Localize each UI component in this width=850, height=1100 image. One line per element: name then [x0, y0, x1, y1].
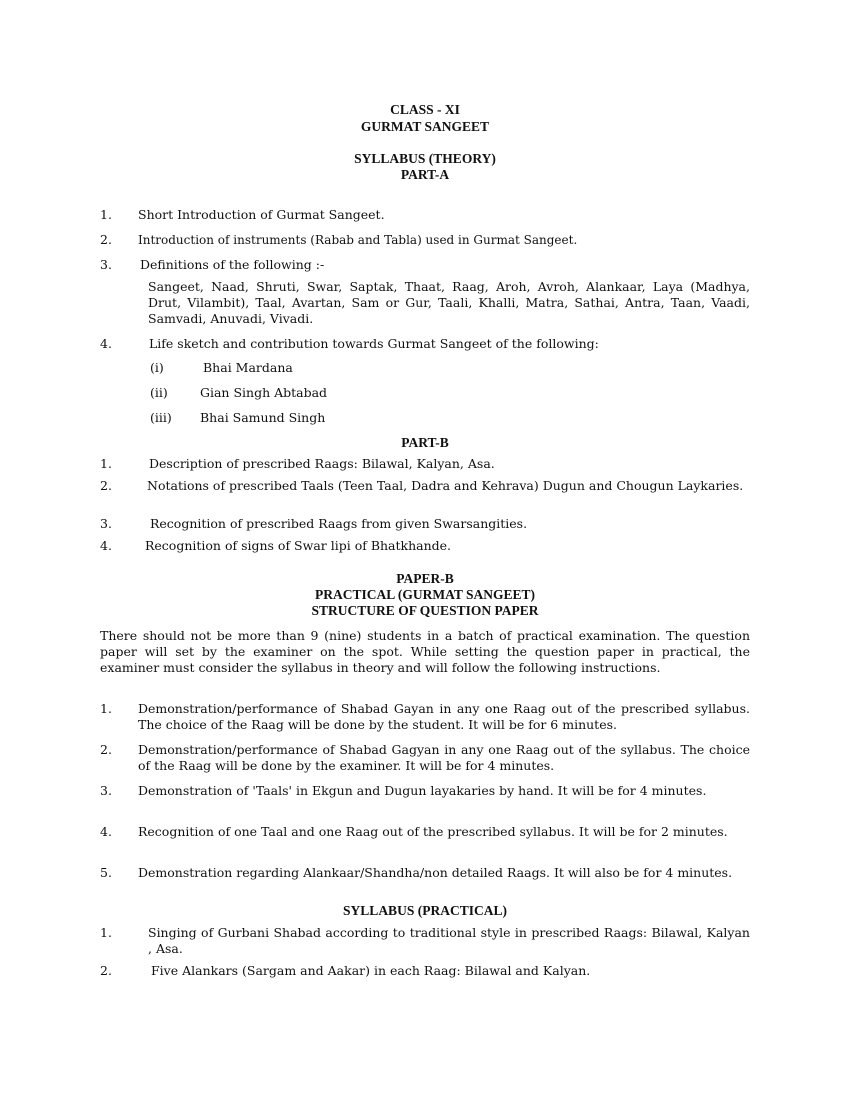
- item-text: Recognition of one Taal and one Raag out of the prescribed syllabus. It will be for 2 minutes.: [138, 824, 728, 839]
- syllabus-theory-heading: SYLLABUS (THEORY): [354, 151, 496, 166]
- item-text: Description of prescribed Raags: Bilawal, Kalyan, Asa.: [149, 456, 495, 471]
- item-number: (ii): [150, 385, 168, 400]
- item-text: Short Introduction of Gurmat Sangeet.: [138, 207, 385, 222]
- item-text: Introduction of instruments (Rabab and Tabla) used in Gurmat Sangeet.: [138, 233, 578, 247]
- item-number: 2.: [100, 478, 112, 493]
- item-number: (iii): [150, 410, 172, 425]
- item-number: 3.: [100, 257, 112, 272]
- item-number: 4.: [100, 336, 112, 351]
- item-number: 2.: [100, 742, 112, 757]
- item-number: 1.: [100, 456, 112, 471]
- item-number: 2.: [100, 963, 112, 978]
- paper-b-intro: There should not be more than 9 (nine) students in a batch of practical examination. The question paper will set by the examiner on the spot. While setting the question paper in practical, the examiner must consider the syllabus in theory and will follow the following instructions.: [100, 628, 750, 675]
- item-number: 1.: [100, 207, 112, 222]
- paper-b-heading: PAPER-B: [396, 571, 454, 586]
- musician-name: Bhai Samund Singh: [200, 410, 326, 425]
- item-number: 4.: [100, 824, 112, 839]
- class-heading: CLASS - XI: [390, 102, 460, 117]
- item-text: Demonstration of 'Taals' in Ekgun and Dugun layakaries by hand. It will be for 4 minutes.: [138, 783, 707, 798]
- syllabus-practical-heading: SYLLABUS (PRACTICAL): [343, 903, 507, 918]
- item-text: Recognition of prescribed Raags from given Swarsangities.: [150, 516, 528, 531]
- item-text: Demonstration regarding Alankaar/Shandha/non detailed Raags. It will also be for 4 minutes.: [138, 865, 733, 880]
- item-text: Recognition of signs of Swar lipi of Bhatkhande.: [145, 538, 452, 553]
- item-text: Five Alankars (Sargam and Aakar) in each Raag: Bilawal and Kalyan.: [151, 963, 591, 978]
- item-number: (i): [150, 360, 164, 375]
- item-number: 4.: [100, 538, 112, 553]
- item-text: Life sketch and contribution towards Gurmat Sangeet of the following:: [149, 336, 599, 351]
- item-text: Demonstration/performance of Shabad Gayan in any one Raag out of the prescribed syllabus. The choice of the Raag will be done by the student. It will be for 6 minutes.: [138, 701, 750, 732]
- structure-heading: STRUCTURE OF QUESTION PAPER: [311, 603, 539, 618]
- item-text: Singing of Gurbani Shabad according to traditional style in prescribed Raags: Bilawal, Kalyan , Asa.: [148, 925, 750, 956]
- item-number: 3.: [100, 516, 112, 531]
- item-number: 3.: [100, 783, 112, 798]
- musician-name: Bhai Mardana: [203, 360, 293, 375]
- item-text: Definitions of the following :-: [140, 257, 325, 272]
- item-number: 1.: [100, 925, 112, 940]
- part-a-heading: PART-A: [400, 167, 450, 182]
- subject-heading: GURMAT SANGEET: [360, 119, 490, 134]
- musician-name: Gian Singh Abtabad: [200, 385, 328, 400]
- item-text: Demonstration/performance of Shabad Gagyan in any one Raag out of the syllabus. The choice of the Raag will be done by the examiner. It will be for 4 minutes.: [138, 742, 750, 773]
- item-number: 2.: [100, 232, 112, 247]
- practical-heading: PRACTICAL (GURMAT SANGEET): [314, 587, 536, 602]
- item-number: 1.: [100, 701, 112, 716]
- definitions-list: Sangeet, Naad, Shruti, Swar, Saptak, Thaat, Raag, Aroh, Avroh, Alankaar, Laya (Madhya, Drut, Vilambit), Taal, Avartan, Sam or Gur, Taali, Khalli, Matra, Sathai, Antra, Taan, Vaadi, Samvadi, Anuvadi, Vivadi.: [148, 279, 750, 326]
- item-text: Notations of prescribed Taals (Teen Taal, Dadra and Kehrava) Dugun and Chougun Laykaries.: [147, 478, 744, 493]
- item-number: 5.: [100, 865, 112, 880]
- part-b-heading: PART-B: [401, 435, 449, 450]
